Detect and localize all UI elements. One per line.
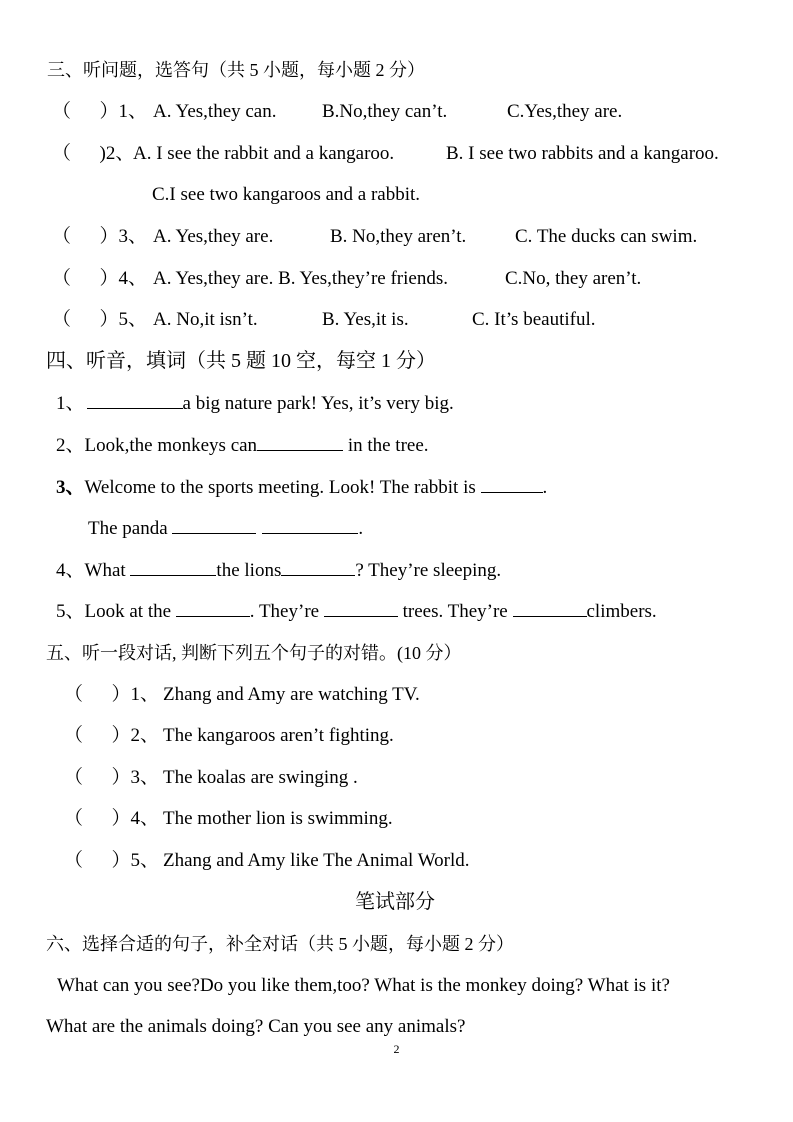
question-3-1-prefix: （ ）1、 — [52, 101, 148, 122]
fill-3-continued — [88, 516, 363, 541]
fill-3 — [56, 475, 547, 500]
fill-4-blank-2[interactable] — [281, 558, 355, 576]
question-3-3-option-b: B. No,they aren’t. — [330, 226, 467, 247]
judge-item-1-prefix: （ ）1、 — [64, 684, 160, 705]
page-number: 2 — [393, 1042, 400, 1056]
question-3-1-option-a: A. Yes,they can. — [153, 101, 277, 122]
question-3-2-option-c: C.I see two kangaroos and a rabbit. — [152, 184, 421, 205]
question-3-5-option-b: B. Yes,it is. — [322, 309, 409, 330]
question-3-4-prefix: （ ）4、 — [52, 268, 148, 289]
question-3-4-option-c: C.No, they aren’t. — [505, 268, 642, 289]
question-3-3-option-a: A. Yes,they are. — [153, 226, 274, 247]
fill-3b-blank-2[interactable] — [262, 516, 358, 534]
fill-5-text-b: . They’re — [249, 601, 324, 622]
fill-1-number: 1、 — [56, 393, 85, 414]
section-3-heading: 三、听问题，选答句（共 5 小题，每小题 2 分） — [47, 60, 425, 80]
fill-1-blank[interactable] — [87, 391, 183, 409]
fill-5-number: 5、 — [56, 601, 85, 622]
written-part-title: 笔试部分 — [355, 891, 435, 913]
judge-item-5-prefix: （ ）5、 — [64, 850, 160, 871]
fill-5-blank-2[interactable] — [324, 599, 398, 617]
fill-2-text-a: Look,the monkeys can — [84, 435, 258, 456]
question-3-5-option-a: A. No,it isn’t. — [153, 309, 258, 330]
fill-5 — [56, 599, 657, 624]
section-4-heading: 四、听音，填词（共 5 题 10 空，每空 1 分） — [46, 350, 436, 372]
question-3-2-option-b: B. I see two rabbits and a kangaroo. — [446, 143, 719, 164]
section-6-heading: 六、选择合适的句子，补全对话（共 5 小题，每小题 2 分） — [46, 934, 514, 954]
judge-item-2-prefix: （ ）2、 — [64, 725, 160, 746]
fill-2-number: 2、 — [56, 435, 85, 456]
question-3-4-options-ab: A. Yes,they are. B. Yes,they’re friends. — [153, 268, 448, 289]
section-5-heading: 五、听一段对话, 判断下列五个句子的对错。(10 分） — [46, 643, 462, 663]
fill-3b-blank-1[interactable] — [172, 516, 256, 534]
judge-item-4-prefix: （ ）4、 — [64, 808, 160, 829]
fill-3b-text: The panda — [88, 518, 173, 539]
fill-4 — [56, 558, 501, 583]
question-3-2-prefix: （ )2、 — [52, 143, 135, 164]
judge-item-1-text: Zhang and Amy are watching TV. — [163, 684, 420, 705]
sentence-options-line-2: What are the animals doing? Can you see any animals? — [46, 1016, 466, 1037]
question-3-3-prefix: （ ）3、 — [52, 226, 148, 247]
fill-3-text: Welcome to the sports meeting. Look! The rabbit is — [84, 477, 481, 498]
fill-5-blank-1[interactable] — [176, 599, 250, 617]
judge-item-5-text: Zhang and Amy like The Animal World. — [163, 850, 470, 871]
fill-5-text-c: trees. They’re — [397, 601, 513, 622]
fill-4-blank-1[interactable] — [130, 558, 216, 576]
fill-2-text-b: in the tree. — [343, 435, 429, 456]
question-3-5-prefix: （ ）5、 — [52, 309, 148, 330]
fill-4-number: 4、 — [56, 560, 85, 581]
question-3-1-option-b: B.No,they can’t. — [322, 101, 448, 122]
question-3-1-option-c: C.Yes,they are. — [507, 101, 623, 122]
fill-3-end: . — [542, 477, 548, 498]
judge-item-2-text: The kangaroos aren’t fighting. — [163, 725, 394, 746]
question-3-2-option-a: A. I see the rabbit and a kangaroo. — [133, 143, 395, 164]
fill-2-blank[interactable] — [257, 433, 343, 451]
fill-4-text-a: What — [84, 560, 131, 581]
fill-3b-end: . — [358, 518, 364, 539]
judge-item-3-text: The koalas are swinging . — [163, 767, 358, 788]
fill-1-text: a big nature park! Yes, it’s very big. — [182, 393, 454, 414]
fill-3-blank[interactable] — [481, 475, 543, 493]
judge-item-4-text: The mother lion is swimming. — [163, 808, 393, 829]
fill-5-text-a: Look at the — [84, 601, 176, 622]
fill-1 — [56, 391, 454, 416]
judge-item-3-prefix: （ ）3、 — [64, 767, 160, 788]
fill-5-text-d: climbers. — [586, 601, 657, 622]
fill-5-blank-3[interactable] — [513, 599, 587, 617]
fill-3-number: 3、 — [56, 477, 85, 498]
question-3-3-option-c: C. The ducks can swim. — [515, 226, 698, 247]
fill-4-text-c: ? They’re sleeping. — [355, 560, 502, 581]
fill-2 — [56, 433, 429, 458]
sentence-options-line-1: What can you see?Do you like them,too? What is the monkey doing? What is it? — [57, 975, 670, 996]
question-3-5-option-c: C. It’s beautiful. — [472, 309, 596, 330]
fill-4-text-b: the lions — [216, 560, 282, 581]
